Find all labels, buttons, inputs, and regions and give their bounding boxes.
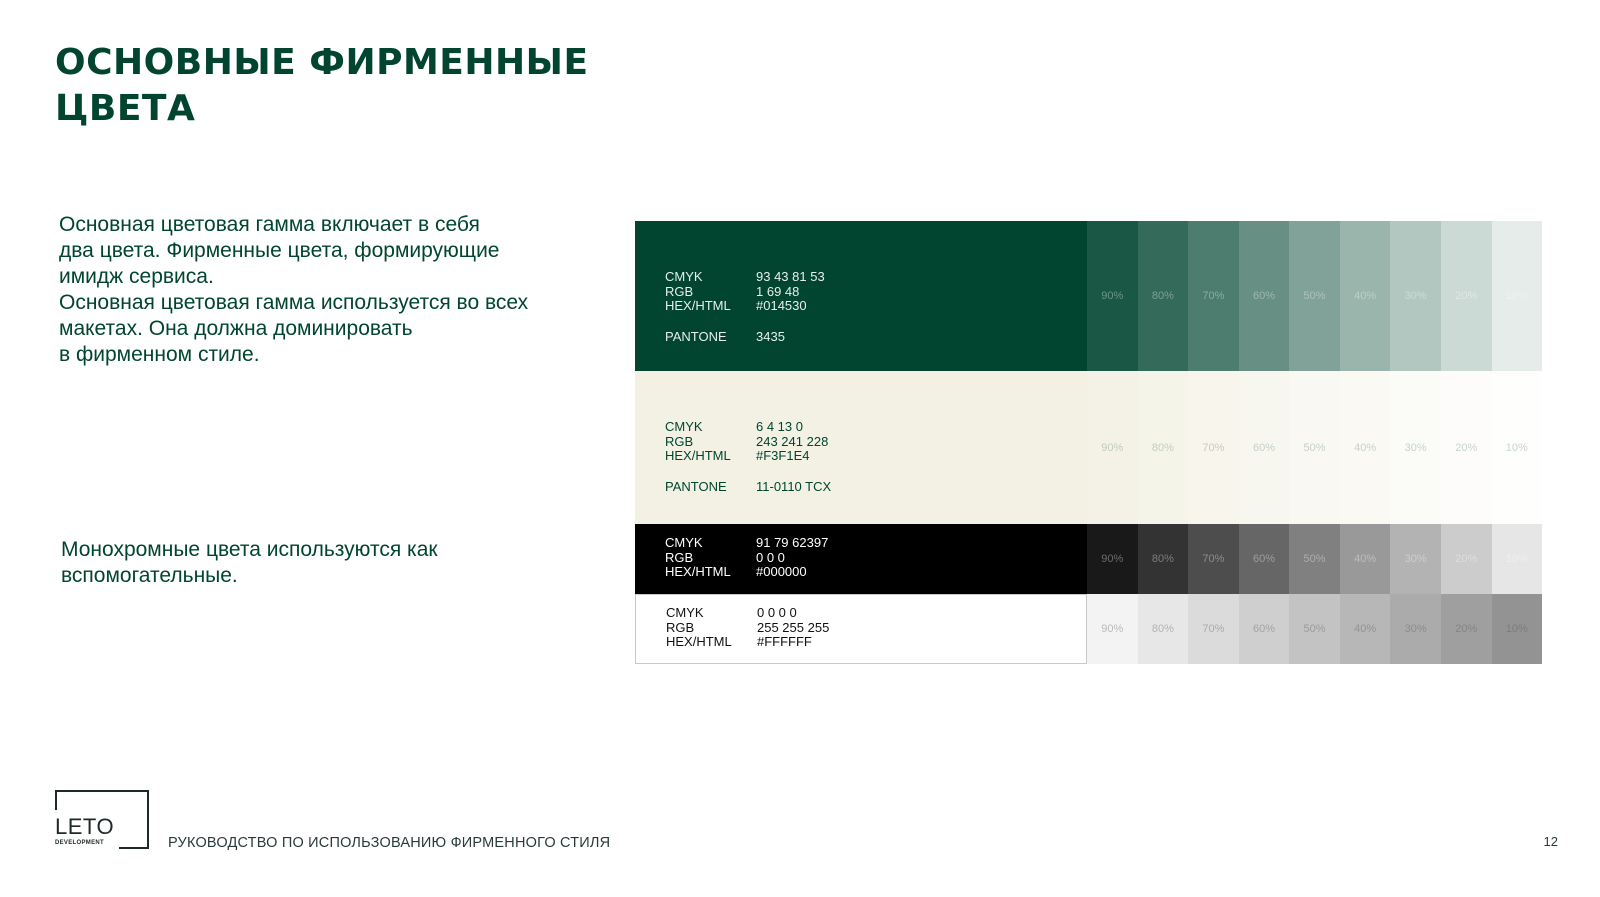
palette-row-beige bbox=[635, 371, 1542, 524]
tint-cell bbox=[1390, 221, 1441, 371]
spec-row-hex bbox=[666, 635, 829, 650]
spec-label: CMYK bbox=[666, 605, 704, 620]
intro-line: макетах. Она должна доминировать bbox=[59, 317, 413, 340]
spec-label: RGB bbox=[665, 549, 694, 565]
spec-row-pantone bbox=[665, 480, 831, 495]
tint-label: 40% bbox=[1354, 290, 1377, 302]
tint-label: 90% bbox=[1101, 623, 1124, 635]
tint-label: 30% bbox=[1404, 290, 1427, 302]
tint-cell bbox=[1188, 524, 1239, 594]
tint-cell bbox=[1441, 594, 1492, 664]
spec-label: HEX/HTML bbox=[665, 564, 731, 579]
spec-row-pantone bbox=[665, 330, 825, 345]
spec-value: 6 4 13 0 bbox=[756, 419, 803, 434]
tint-label: 40% bbox=[1354, 623, 1377, 635]
tint-cell bbox=[1087, 524, 1138, 594]
tint-cell bbox=[1390, 594, 1441, 664]
spec-row-cmyk bbox=[666, 606, 829, 621]
spec-value: 0 0 0 bbox=[756, 549, 785, 565]
tint-label: 50% bbox=[1303, 623, 1326, 635]
spec-value: #F3F1E4 bbox=[756, 448, 810, 463]
tint-cell bbox=[1492, 594, 1543, 664]
tint-cell bbox=[1492, 371, 1543, 524]
intro-line: в фирменном стиле. bbox=[59, 343, 260, 366]
tint-cell bbox=[1239, 371, 1290, 524]
tint-cell bbox=[1087, 594, 1138, 664]
tint-cell bbox=[1188, 594, 1239, 664]
spec-row-hex bbox=[665, 449, 831, 464]
tint-cell bbox=[1087, 221, 1138, 371]
tint-cell bbox=[1390, 371, 1441, 524]
logo-wordmark: LETO bbox=[55, 814, 115, 839]
tint-label: 70% bbox=[1202, 290, 1225, 302]
tint-cell bbox=[1138, 371, 1189, 524]
palette-row-green bbox=[635, 221, 1542, 371]
monochrome-note bbox=[61, 537, 601, 589]
spec-row-rgb bbox=[665, 551, 828, 566]
spec-value: #014530 bbox=[756, 298, 807, 313]
logo-subtitle: DEVELOPMENT bbox=[55, 840, 104, 846]
tint-label: 10% bbox=[1505, 441, 1528, 454]
logo-frame-left bbox=[55, 790, 57, 810]
tint-cell bbox=[1138, 221, 1189, 371]
tint-label: 70% bbox=[1202, 553, 1225, 565]
tint-strip bbox=[1087, 221, 1542, 371]
swatch-black bbox=[635, 524, 1087, 594]
tint-label: 20% bbox=[1455, 553, 1478, 565]
intro-line: имидж сервиса. bbox=[59, 265, 214, 288]
spec-label: CMYK bbox=[665, 419, 703, 434]
spec-label: RGB bbox=[665, 283, 694, 299]
tint-strip bbox=[1087, 594, 1542, 664]
tint-cell bbox=[1188, 371, 1239, 524]
intro-line: Основная цветовая гамма включает в себя bbox=[59, 213, 480, 236]
tint-cell bbox=[1138, 594, 1189, 664]
tint-label: 60% bbox=[1252, 553, 1275, 565]
swatch-beige bbox=[635, 371, 1087, 524]
spec-label: RGB bbox=[666, 619, 695, 635]
spec-row-cmyk bbox=[665, 536, 828, 551]
tint-label: 20% bbox=[1455, 290, 1478, 302]
tint-label: 60% bbox=[1252, 290, 1275, 302]
tint-label: 90% bbox=[1101, 441, 1124, 454]
palette-row-white bbox=[635, 594, 1542, 664]
tint-cell bbox=[1188, 221, 1239, 371]
spec-label: HEX/HTML bbox=[665, 448, 731, 463]
tint-label: 80% bbox=[1151, 553, 1174, 565]
spec-row-cmyk bbox=[665, 270, 825, 285]
tint-cell bbox=[1492, 524, 1543, 594]
spec-label: HEX/HTML bbox=[666, 634, 732, 649]
tint-cell bbox=[1138, 524, 1189, 594]
swatch-green bbox=[635, 221, 1087, 371]
spec-value: 93 43 81 53 bbox=[756, 269, 825, 284]
color-specs bbox=[665, 536, 828, 580]
spec-row-cmyk bbox=[665, 420, 831, 435]
color-specs bbox=[665, 270, 825, 344]
tint-label: 30% bbox=[1404, 623, 1427, 635]
spec-row-hex bbox=[665, 299, 825, 314]
intro-line: два цвета. Фирменные цвета, формирующие bbox=[59, 239, 500, 262]
spec-label: CMYK bbox=[665, 269, 703, 284]
palette-row-black bbox=[635, 524, 1542, 594]
tint-cell bbox=[1340, 371, 1391, 524]
tint-label: 80% bbox=[1151, 290, 1174, 302]
tint-label: 50% bbox=[1303, 290, 1326, 302]
color-specs bbox=[666, 606, 829, 650]
tint-label: 10% bbox=[1505, 623, 1528, 635]
spec-label: CMYK bbox=[665, 535, 703, 550]
tint-cell bbox=[1441, 371, 1492, 524]
spec-value: 255 255 255 bbox=[757, 619, 830, 635]
tint-cell bbox=[1441, 524, 1492, 594]
spec-row-rgb bbox=[666, 621, 829, 636]
tint-label: 30% bbox=[1404, 441, 1427, 454]
swatch-white bbox=[635, 594, 1087, 664]
spec-label: RGB bbox=[665, 433, 694, 449]
page-title-line: ОСНОВНЫЕ ФИРМЕННЫЕ bbox=[55, 42, 589, 83]
monochrome-note-line: вспомогательные. bbox=[61, 564, 238, 587]
company-logo bbox=[55, 790, 149, 849]
tint-label: 20% bbox=[1455, 441, 1478, 454]
color-specs bbox=[665, 420, 831, 494]
tint-label: 60% bbox=[1252, 623, 1275, 635]
spec-label: PANTONE bbox=[665, 328, 727, 344]
page-title bbox=[55, 40, 589, 132]
tint-label: 50% bbox=[1303, 441, 1326, 454]
spec-row-hex bbox=[665, 565, 828, 580]
tint-cell bbox=[1289, 594, 1340, 664]
tint-label: 90% bbox=[1101, 290, 1124, 302]
spec-value: 243 241 228 bbox=[756, 433, 829, 449]
tint-label: 70% bbox=[1202, 623, 1225, 635]
tint-label: 30% bbox=[1404, 553, 1427, 565]
tint-label: 40% bbox=[1354, 553, 1377, 565]
spec-label: HEX/HTML bbox=[665, 298, 731, 313]
spec-value: 91 79 62397 bbox=[756, 535, 829, 550]
tint-label: 50% bbox=[1303, 553, 1326, 565]
spec-value: 1 69 48 bbox=[756, 283, 800, 299]
intro-line: Основная цветовая гамма используется во всех bbox=[59, 291, 529, 314]
guide-title: РУКОВОДСТВО ПО ИСПОЛЬЗОВАНИЮ ФИРМЕННОГО СТИЛЯ bbox=[168, 835, 611, 851]
tint-label: 10% bbox=[1505, 290, 1528, 302]
tint-cell bbox=[1087, 371, 1138, 524]
tint-cell bbox=[1340, 221, 1391, 371]
spec-value: #000000 bbox=[756, 564, 807, 579]
intro-paragraph bbox=[59, 212, 619, 368]
tint-label: 20% bbox=[1455, 623, 1478, 635]
tint-cell bbox=[1289, 524, 1340, 594]
tint-label: 80% bbox=[1151, 623, 1174, 635]
tint-label: 40% bbox=[1354, 441, 1377, 454]
tint-cell bbox=[1340, 524, 1391, 594]
spec-value: 11-0110 TCX bbox=[756, 478, 832, 494]
tint-cell bbox=[1340, 594, 1391, 664]
spec-value: #FFFFFF bbox=[757, 634, 812, 649]
tint-label: 80% bbox=[1151, 441, 1174, 454]
spec-row-rgb bbox=[665, 435, 831, 450]
tint-cell bbox=[1239, 221, 1290, 371]
tint-strip bbox=[1087, 371, 1542, 524]
spec-value: 0 0 0 0 bbox=[757, 605, 797, 620]
tint-cell bbox=[1239, 594, 1290, 664]
monochrome-note-line: Монохромные цвета используются как bbox=[61, 538, 438, 561]
tint-cell bbox=[1390, 524, 1441, 594]
logo-frame-bottom bbox=[119, 847, 149, 849]
tint-label: 10% bbox=[1505, 553, 1528, 565]
spec-value: 3435 bbox=[756, 328, 785, 344]
tint-label: 60% bbox=[1252, 441, 1275, 454]
tint-cell bbox=[1441, 221, 1492, 371]
tint-label: 90% bbox=[1101, 553, 1124, 565]
tint-cell bbox=[1492, 221, 1543, 371]
spec-label: PANTONE bbox=[665, 478, 727, 494]
spec-row-rgb bbox=[665, 285, 825, 300]
tint-strip bbox=[1087, 524, 1542, 594]
page-number: 12 bbox=[1543, 834, 1558, 849]
tint-label: 70% bbox=[1202, 441, 1225, 454]
tint-cell bbox=[1289, 371, 1340, 524]
tint-cell bbox=[1289, 221, 1340, 371]
tint-cell bbox=[1239, 524, 1290, 594]
page-title-line: ЦВЕТА bbox=[55, 88, 196, 129]
